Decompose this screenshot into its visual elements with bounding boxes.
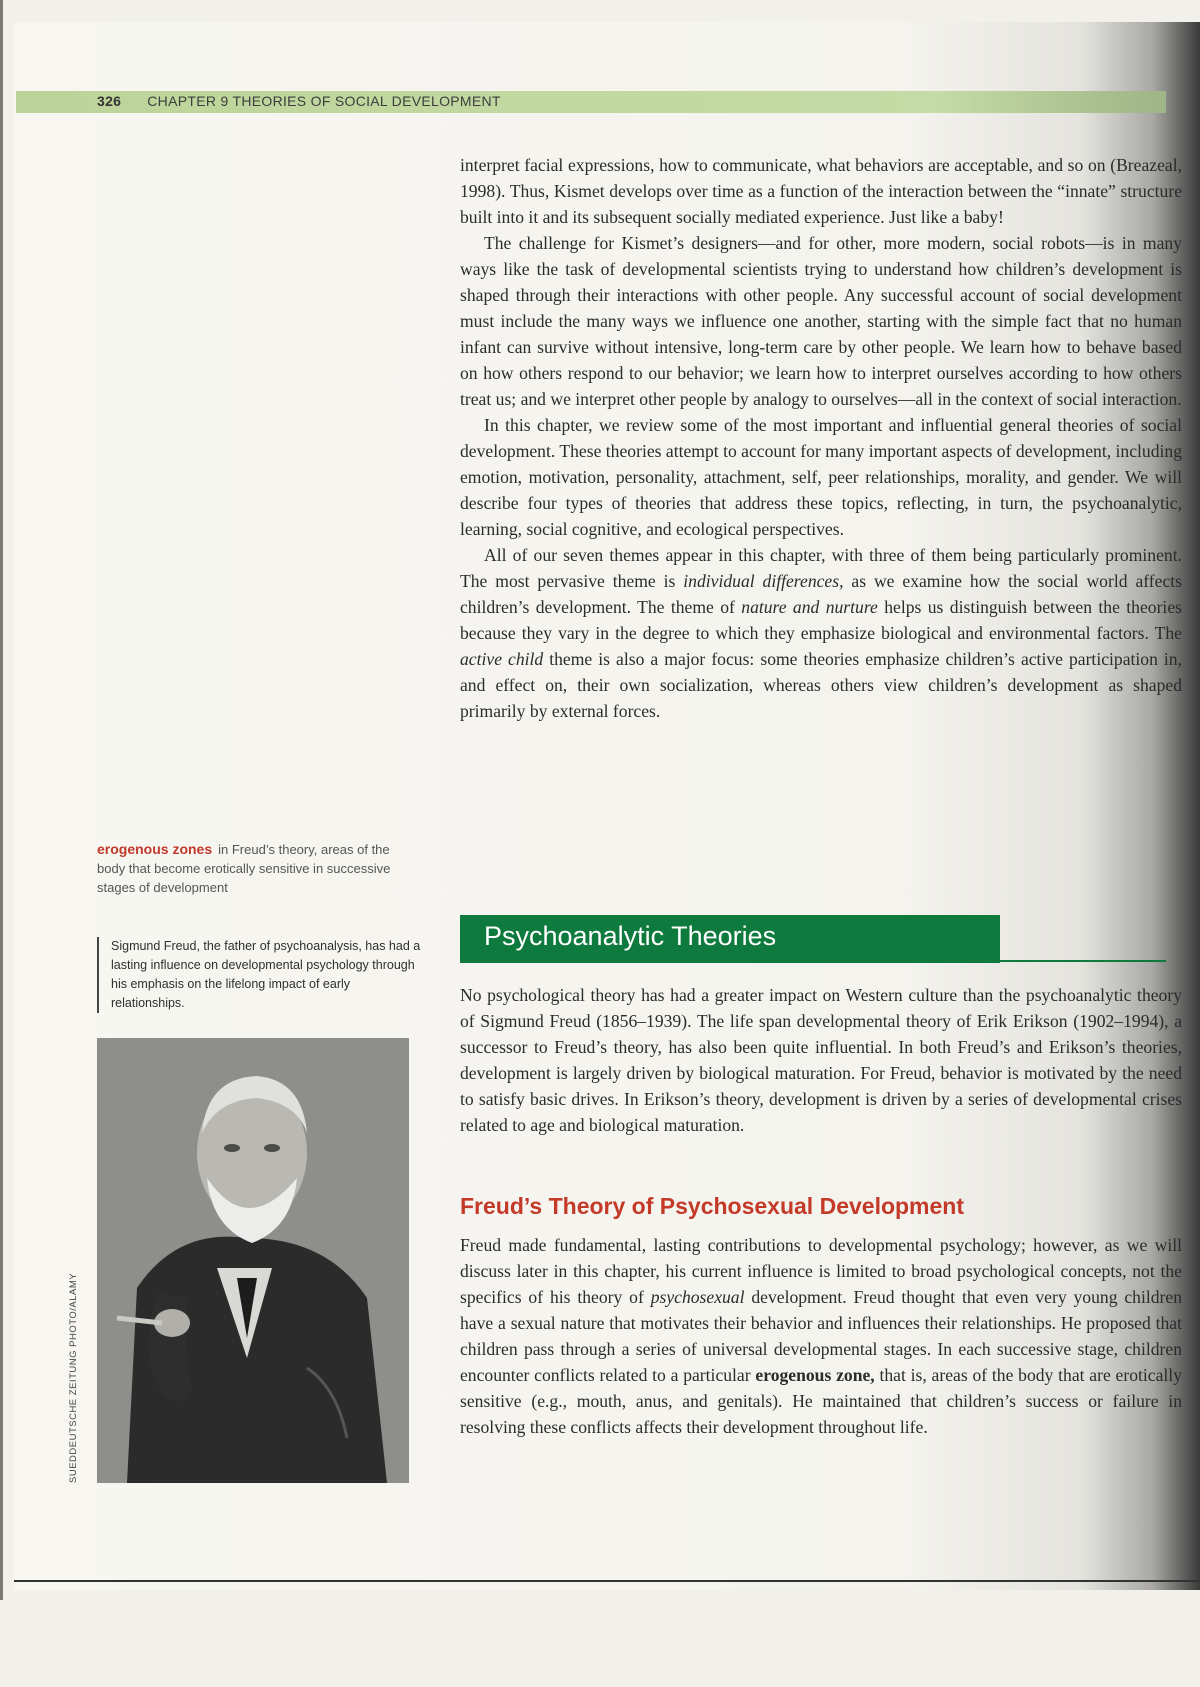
paragraph: In this chapter, we review some of the most important and influential general theories of social development. These theories attempt to account for many important aspects of development, including emotion, motivation, personality, attachment, self, peer relationships, morality, and gender. We will describe four types of theories that address these topics, reflecting, in turn, the psychoanalytic, learning, social cognitive, and ecological perspectives. [460,415,1182,539]
figure-caption: Sigmund Freud, the father of psychoanalysis, has had a lasting influence on developmental psychology through his emphasis on the lifelong impact of early relationships. [97,937,426,1013]
chapter-title: CHAPTER 9 THEORIES OF SOCIAL DEVELOPMENT [147,93,501,109]
section-title: Psychoanalytic Theories [484,921,777,951]
section-text [460,982,1182,1138]
running-header [97,93,501,109]
emphasis: psychosexual [650,1287,745,1307]
glossary-entry [97,840,397,897]
intro-text [460,152,1182,724]
paragraph: interpret facial expressions, how to communicate, what behaviors are acceptable, and so on (Breazeal, 1998). Thus, Kismet develops over time as a function of the interaction between the “innate” structure built into it and its subsequent socially mediated experience. Just like a baby! [460,155,1182,227]
glossary-term: erogenous zones [97,841,213,857]
photo-credit: SUEDDEUTSCHE ZEITUNG PHOTO/ALAMY [68,1272,79,1483]
portrait-image [97,1038,409,1483]
subsection-title: Freud’s Theory of Psychosexual Development [460,1193,965,1219]
emphasis: nature and nurture [741,597,878,617]
emphasis: individual differences, [683,571,844,591]
freud-photo [97,1038,409,1483]
key-term: erogenous zone, [755,1365,875,1385]
paragraph: All of our seven themes appear in this chapter, with three of them being particularly prominent. The most pervasive theme is individual differences, as we examine how the social world affects children’s development. The theme of nature and nurture helps us distinguish between the theories because they vary in the degree to which they emphasize biological and environmental factors. The active child theme is also a major focus: some theories emphasize children’s active participation in, and effect on, their own socialization, whereas others view children’s development as shaped primarily by external forces. [460,545,1183,721]
emphasis: active child [460,649,544,669]
paragraph: Freud made fundamental, lasting contributions to developmental psychology; however, as we will discuss later in this chapter, his current influence is limited to broad psychological concepts, not the specifics of his theory of psychosexual development. Freud thought that even very young children have a sexual nature that motivates their behavior and influences their relationships. He proposed that children pass through a series of universal developmental stages. In each successive stage, children encounter conflicts related to a particular erogenous zone, that is, areas of the body that are erotically sensitive (e.g., mouth, anus, and genitals). He maintained that children’s success or failure in resolving these conflicts affects their development throughout life. [460,1235,1182,1437]
paragraph: The challenge for Kismet’s designers—and for other, more modern, social robots—is in many ways like the task of developmental scientists trying to understand how children’s development is shaped through their interactions with other people. Any successful account of social development must include the many ways we influence one another, starting with the simple fact that no human infant can survive without intensive, long-term care by other people. We learn how to behave based on how others respond to our behavior; we learn how to interpret ourselves according to how others treat us; and we interpret other people by analogy to ourselves—all in the context of social interaction. [460,233,1182,409]
page-edge [0,0,3,1600]
section-rule [1000,960,1166,962]
page-number: 326 [97,93,122,109]
paragraph: No psychological theory has had a greater impact on Western culture than the psychoanalytic theory of Sigmund Freud (1856–1939). The life span developmental theory of Erik Erikson (1902–1994), a successor to Freud’s theory, has also been quite influential. In both Freud’s and Erikson’s theories, development is largely driven by biological maturation. For Freud, behavior is motivated by the need to satisfy basic drives. In Erikson’s theory, development is driven by a series of developmental crises related to age and biological maturation. [460,985,1182,1135]
subsection-text [460,1232,1182,1440]
bottom-rule [14,1580,1200,1582]
glossary-definition: in Freud’s theory, areas of the body that become erotically sensitive in successive stages of development [97,842,391,895]
